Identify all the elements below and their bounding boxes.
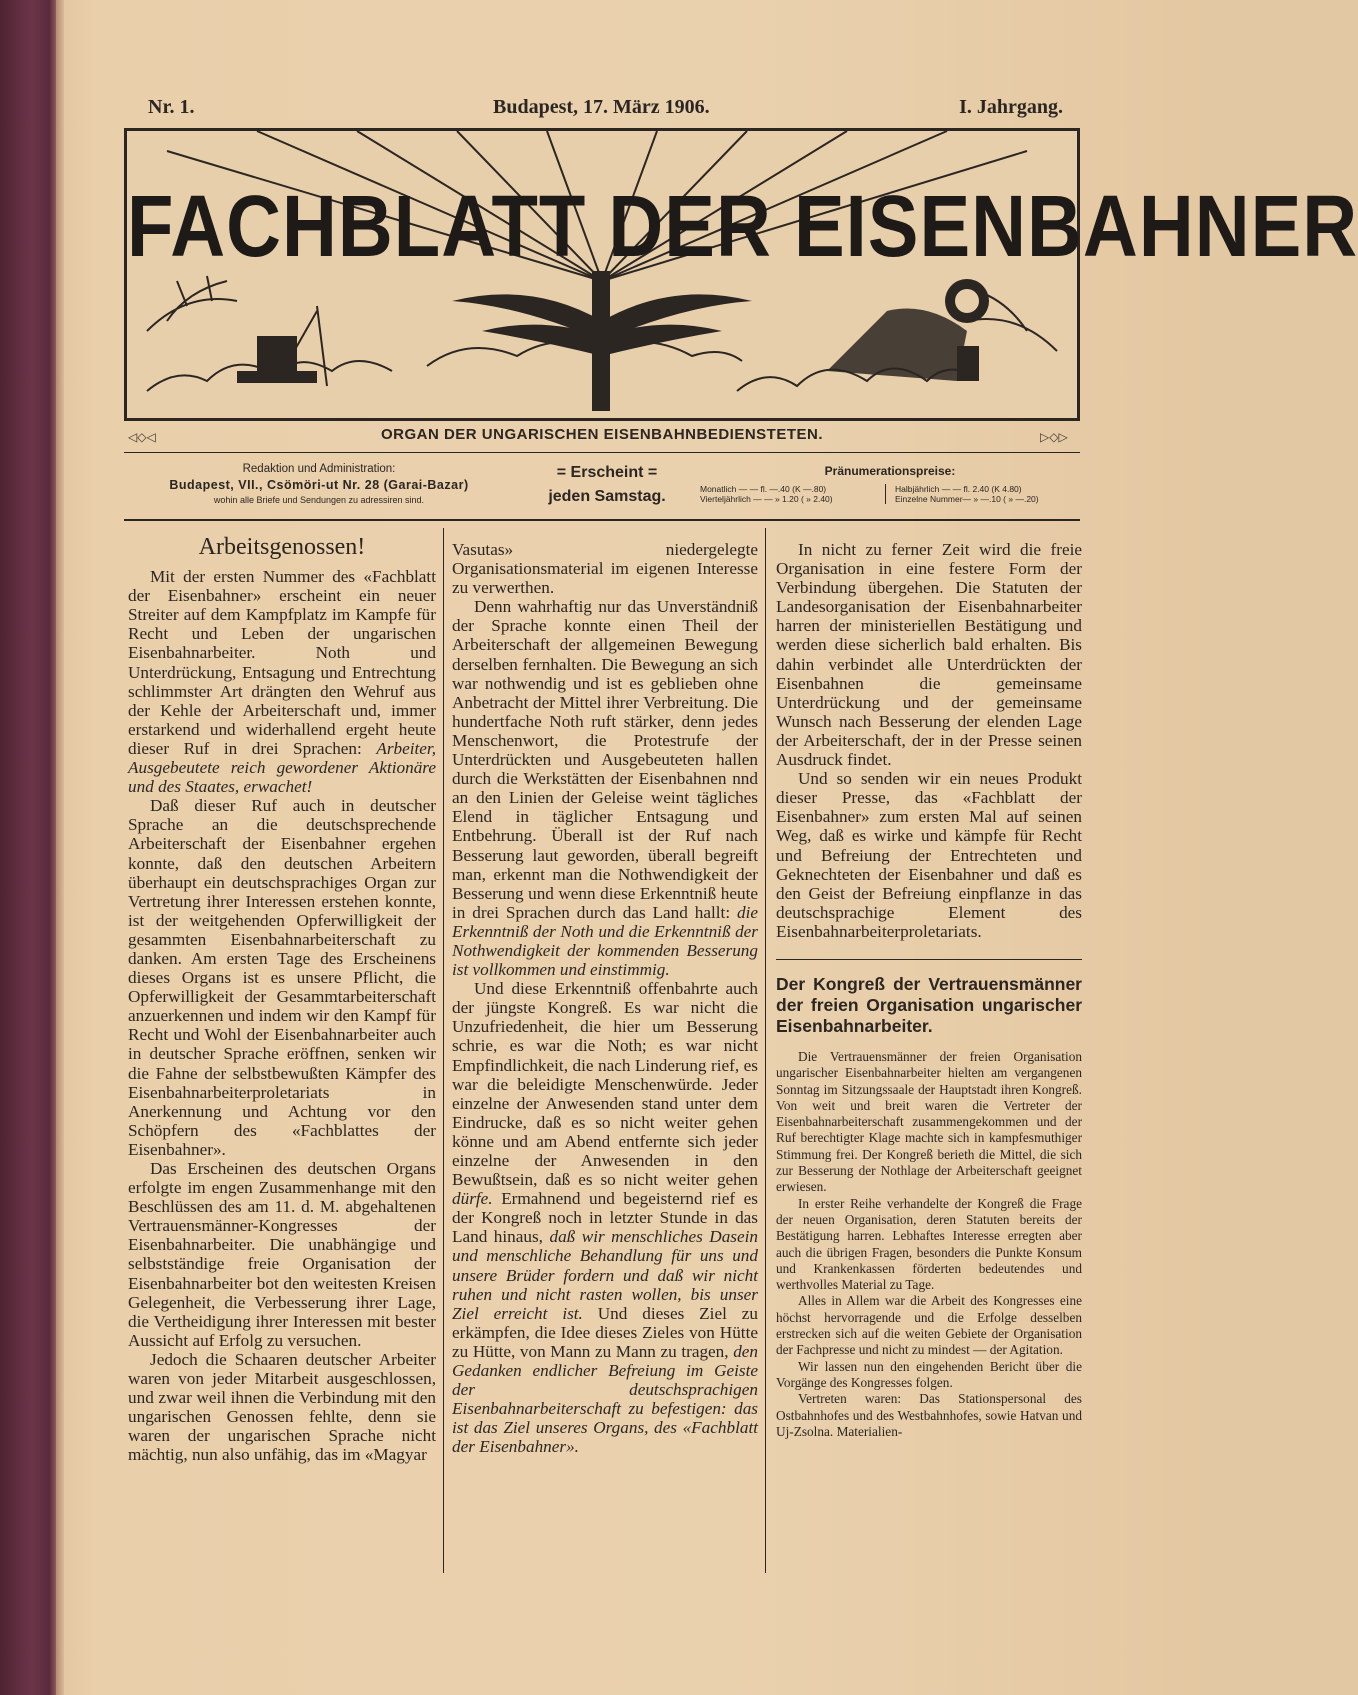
preis-einzelne: Einzelne Nummer— » —.10 ( » —.20) xyxy=(895,494,1039,504)
masthead-banner xyxy=(124,128,1358,421)
article2-paragraph: Vertreten waren: Das Stationspersonal des Ostbahnhofes und des Westbahnhofes, sowie Hatvan und Uj-Zsolna. Materialien- xyxy=(776,1391,1082,1439)
article2-body xyxy=(776,1049,1082,1440)
issue-number: Nr. 1. xyxy=(148,96,195,118)
newspaper-title: FACHBLATT DER EISENBAHNER xyxy=(127,177,1358,276)
preis-vierteljaehrlich: Vierteljährlich — — » 1.20 ( » 2.40) xyxy=(700,494,833,504)
redaktion-address: Budapest, VII., Csömöri-ut Nr. 28 (Garai-Bazar) xyxy=(169,478,469,492)
column-1 xyxy=(128,534,437,1465)
article1-paragraph: Und diese Erkenntniß offenbahrte auch der jüngste Kongreß. Es war nicht die Unzufriedenheit, die hier um Besserung schrie, es war die Noth; es war nicht Empfindlichkeit, die nach Linderung rief, es war die beleidigte Menschenwürde. Jeder einzelne der Anwesenden stand unter dem Eindrucke, daß es so nicht weiter gehen könne und am Abend entfernte sich jeder einzelne der Anwesenden in den Bewußtsein, daß es so nicht weiter gehen dürfe. Ermahnend und begeisternd rief es der Kongreß noch in letzter Stunde in das Land hinaus, daß wir menschliches Dasein und menschliche Behandlung für uns und unsere Brüder fordern und daß wir nicht ruhen und nicht rasten wollen, bis unser Ziel erreicht ist. Und dieses Ziel zu erkämpfen, die Idee dieses Zieles von Hütte zu Hütte, von Mann zu Mann zu tragen, den Gedanken endlicher Befreiung im Geiste der deutschsprachigen Eisenbahnarbeiterschaft zu befestigen: das ist das Ziel unseres Organs, des «Fachblatt der Eisenbahner». xyxy=(452,979,759,1457)
article2-paragraph: Wir lassen nun den eingehenden Bericht über die Vorgänge des Kongresses folgen. xyxy=(776,1358,1082,1390)
redaktion-block xyxy=(124,463,514,505)
issue-date: Budapest, 17. März 1906. xyxy=(493,96,710,118)
article1-headline: Arbeitsgenossen! xyxy=(198,534,366,560)
column-3 xyxy=(776,540,1082,1440)
article1-paragraph: Denn wahrhaftig nur das Unverständniß der Sprache konnte einen Theil der Arbeiterschaft der allgemeinen Bewegung derselben fernhalten. Die Bewegung an sich war nothwendig und ist es geblieben ohne Anbetracht der Mittel ihrer Verbreitung. Die hundertfache Noth ruft stärker, denn jedes Menschenwort, die Protestrufe der Unterdrückten und Ausgebeuteten hallen durch die Werkstätten der Eisenbahnen nnd an den Linien der Geleise weint tägliches Elend in täglicher Entsagung und Entbehrung. Überall ist der Ruf nach Besserung laut geworden, überall begreift man, erkennt man die Nothwendigkeit der Besserung und wenn diese Erkenntniß heute in drei Sprachen durch das Land hallt: die Erkenntniß der Noth und die Erkenntniß der Nothwendigkeit der kommenden Besserung ist vollkommen und einstimmig. xyxy=(452,597,758,980)
volume-label: I. Jahrgang. xyxy=(959,96,1063,118)
article1-paragraph: In nicht zu ferner Zeit wird die freie Organisation in eine festere Form der Verbindung übergehen. Die Statuten der Landesorganisation der Eisenbahnarbeiter harren der ministeriellen Bestätigung und werden diese sicherlich bald erhalten. Bis dahin verbindet alle Unterdrückten der Eisenbahnen die gemeinsame Unterdrückung und der gemeinsame Wunsch nach Besserung der elenden Lage der Arbeiterschaft, der in der Presse seinen Ausdruck findet. xyxy=(776,540,1082,770)
redaktion-title: Redaktion und Administration: xyxy=(242,463,396,475)
article2-headline: Der Kongreß der Vertrauensmänner der freien Organisation ungarischer Eisenbahnarbeiter. xyxy=(776,973,1082,1036)
ornament-right: ▷◇▷ xyxy=(1040,430,1068,444)
article1-continuation: Vasutas» niedergelegte Organisationsmaterial im eigenen Interesse zu verwerthen. xyxy=(452,540,758,598)
column-rule-2 xyxy=(765,528,766,1573)
article2-paragraph: Alles in Allem war die Arbeit des Kongresses eine höchst hervorragende und die Erfolge desselben erstrecken sich auf die weiten Gebiete der Organisation der Fachpresse und nicht zu mindest — der Agitation. xyxy=(776,1293,1082,1358)
preis-halbjaehrlich: Halbjährlich — — fl. 2.40 (K 4.80) xyxy=(895,484,1022,494)
masthead-line xyxy=(148,96,1063,122)
column-rule-1 xyxy=(443,528,444,1573)
article1-paragraph: Das Erscheinen des deutschen Organs erfolgte im engen Zusammenhange mit den Beschlüssen des am 11. d. M. abgehaltenen Vertrauensmänner-Kongresses der Eisenbahnarbeiter. Die unabhängige und selbstständige freie Organisation der Eisenbahnarbeiter bot den weitesten Kreisen Gelegenheit, die Verbesserung ihrer Lage, die Vertheidigung ihrer Interessen mit bester Aussicht auf Erfolg zu versuchen. xyxy=(128,1159,436,1350)
binding-edge xyxy=(56,0,64,1695)
article2-paragraph: In erster Reihe verhandelte der Kongreß die Frage der neuen Organisation, deren Statuten bereits der Bestätigung harren. Lebhaftes Interesse erregten aber auch die übrigen Fragen, besonders die Punkte Konsum und Krankenkassen förderten bedeutendes und werthvolles Material zu Tage. xyxy=(776,1195,1082,1293)
article1-paragraph: Daß dieser Ruf auch in deutscher Sprache an die deutschsprechende Arbeiterschaft der Eisenbahner ergehen konnte, daß den deutschen Arbeitern überhaupt ein deutschsprachiges Organ zur Vertretung ihrer Interessen erstehen konnte, ist der weitgehenden Opferwilligkeit der gesammten Eisenbahnarbeiterschaft zu danken. Am ersten Tage des Erscheinens dieses Organs ist es unsere Pflicht, die Opferwilligkeit der Gesammtarbeiterschaft anzuerkennen und indem wir den Kampf für Recht und Wohl der Eisenbahnarbeiter auch in deutscher Sprache eröffnen, senken wir die Fahne der selbstbewußten Kämpfer des Eisenbahnarbeiterproletariats in Anerkennung und Achtung vor den Schöpfern des «Fachblattes der Eisenbahner». xyxy=(128,796,436,1159)
rule-mid xyxy=(124,519,1080,521)
preise-block xyxy=(700,464,1080,504)
ornament-left: ◁◇◁ xyxy=(128,430,156,444)
organ-subtitle: ORGAN DER UNGARISCHEN EISENBAHNBEDIENSTETEN. xyxy=(380,426,824,443)
article2-paragraph: Die Vertrauensmänner der freien Organisation ungarischer Eisenbahnarbeiter hielten am vergangenen Sonntag im Sitzungssaale der Hauptstadt ihren Kongreß. Von weit und breit waren die Vertreter der Eisenbahnarbeiterschaft zusammengekommen und der Ruf berechtigter Klage machte sich in kampfesmuthiger Stimmung frei. Der Kongreß berieth die Mittel, die sich zur Besserung der Nothlage der Arbeiterschaft geeignet erwiesen. xyxy=(776,1048,1082,1195)
book-binding xyxy=(0,0,58,1695)
article1-paragraph: Und so senden wir ein neues Produkt dieser Presse, das «Fachblatt der Eisenbahner» zum ersten Mal auf seinen Weg, daß es wirke und kämpfe für Recht und Befreiung der Entrechteten und Geknechteten der Eisenbahner und daß es den Geist der Befreiung einpflanze in das deutschsprachige Element des Eisenbahnarbeiterproletariats. xyxy=(776,769,1082,941)
column-2 xyxy=(452,540,758,1457)
rule-top xyxy=(124,452,1080,453)
redaktion-note: wohin alle Briefe und Sendungen zu adressiren sind. xyxy=(213,495,425,505)
article1-paragraph: Mit der ersten Nummer des «Fachblatt der Eisenbahner» erscheint ein neuer Streiter auf dem Kampfplatz im Kampfe für Recht und Leben der ungarischen Eisenbahnarbeiter. Noth und Unterdrückung, Entsagung und Entrechtung schlimmster Art drängten den Wehruf aus der Kehle der Arbeiterschaft und, immer erstarkend und widerhallend ergeht heute dieser Ruf in drei Sprachen: Arbeiter, Ausgebeutete reich gewordener Aktionäre und des Staates, erwachet! xyxy=(128,567,437,797)
article-divider xyxy=(776,959,1082,960)
preise-title: Pränumerationspreise: xyxy=(824,464,956,478)
erscheint-line1: = Erscheint = xyxy=(556,464,658,481)
article1-paragraph: Jedoch die Schaaren deutscher Arbeiter waren von jeder Mitarbeit ausgeschlossen, und zwar weil ihnen die Verbindung mit den ungarischen Genossen fehlte, denn sie waren der ungarischen Sprache nicht mächtig, nun also unfähig, das im «Magyar xyxy=(128,1349,436,1465)
erscheint-line2: jeden Samstag. xyxy=(548,488,666,505)
erscheint-block xyxy=(532,464,682,506)
preis-monatlich: Monatlich — — fl. —.40 (K —.80) xyxy=(700,484,827,494)
